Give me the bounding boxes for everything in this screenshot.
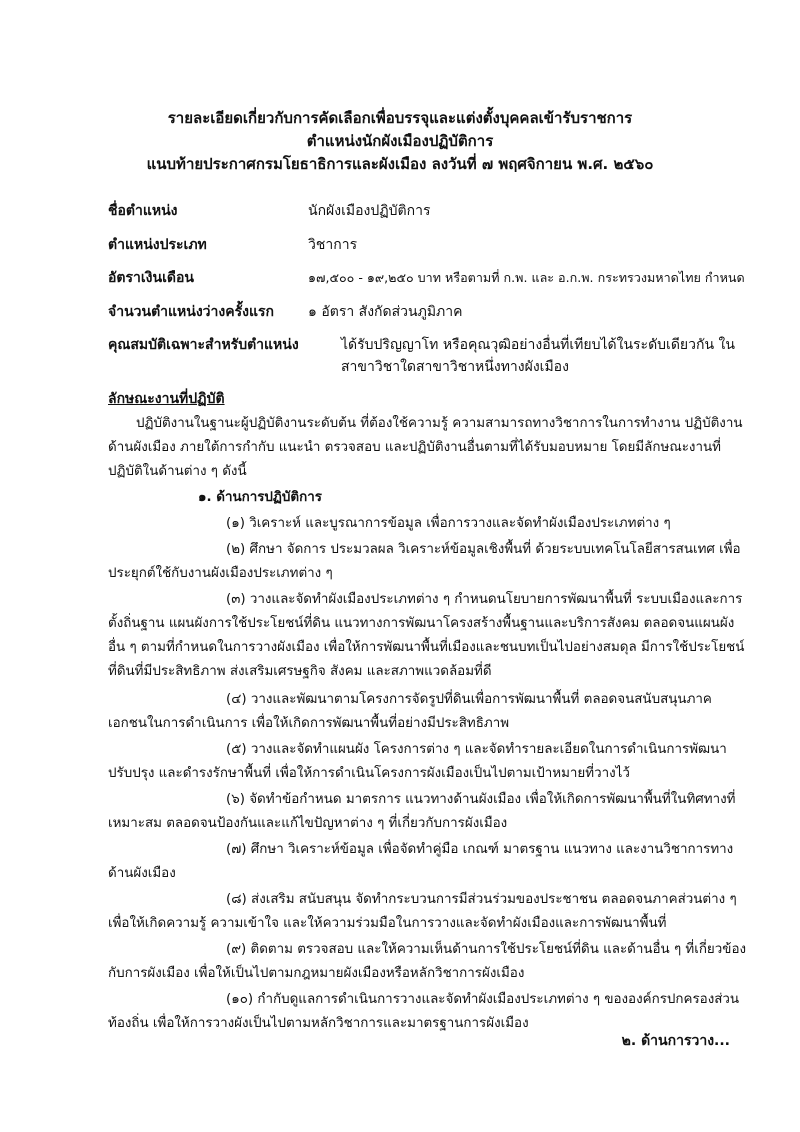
list-item: (๖) จัดทำข้อกำหนด มาตรการ แนวทางด้านผังเมือง เพื่อให้เกิดการพัฒนาพื้นที่ในทิศทางที่เหมาะสม ตลอดจนป้องกันและแก้ไขปัญหาต่าง ๆ ที่เกี่ยวกับการผังเมือง bbox=[108, 792, 736, 831]
subheading-operations: ๑. ด้านการปฏิบัติการ bbox=[198, 490, 322, 505]
section-title: ลักษณะงานที่ปฏิบัติ bbox=[108, 391, 225, 407]
list-item: (๘) ส่งเสริม สนับสนุน จัดทำกระบวนการมีส่วนร่วมของประชาชน ตลอดจนภาคส่วนต่าง ๆ เพื่อให้เกิดความรู้ ความเข้าใจ และให้ความร่วมมือในการวางและจัดทำผังเมืองและการพัฒนาพื้นที่ bbox=[108, 892, 737, 931]
salary-label: อัตราเงินเดือน bbox=[108, 270, 194, 286]
header-title: รายละเอียดเกี่ยวกับการคัดเลือกเพื่อบรรจุและแต่งตั้งบุคคลเข้ารับราชการ bbox=[167, 109, 633, 127]
vacancy-label: จำนวนตำแหน่งว่างครั้งแรก bbox=[108, 304, 274, 320]
list-item: (๓) วางและจัดทำผังเมืองประเภทต่าง ๆ กำหนดนโยบายการพัฒนาพื้นที่ ระบบเมืองและการตั้งถิ่นฐาน แผนผังการใช้ประโยชน์ที่ดิน แนวทางการพัฒนาโครงสร้างพื้นฐานและบริการสังคม ตลอดจนแผนผังอื่น ๆ ตามที่กำหนดในการวางผังเมือง เพื่อให้การพัฒนาพื้นที่เมืองและชนบทเป็นไปอย่างสมดุล มีการใช้ประโยชน์ที่ดินที่มีประสิทธิภาพ ส่งเสริมเศรษฐกิจ สังคม และสภาพแวดล้อมที่ดี bbox=[108, 592, 745, 679]
list-item: (๑๐) กำกับดูแลการดำเนินการวางและจัดทำผังเมืองประเภทต่าง ๆ ขององค์กรปกครองส่วนท้องถิ่น เพื่อให้การวางผังเป็นไปตามหลักวิชาการและมาตรฐานการผังเมือง bbox=[108, 992, 740, 1031]
intro-paragraph: ปฏิบัติงานในฐานะผู้ปฏิบัติงานระดับต้น ที่ต้องใช้ความรู้ ความสามารถทางวิชาการในการทำงาน ปฏิบัติงานด้านผังเมือง ภายใต้การกำกับ แนะนำ ตรวจสอบ และปฏิบัติงานอื่นตามที่ได้รับมอบหมาย โดยมีลักษณะงานที่ปฏิบัติในด้านต่าง ๆ ดังนี้ bbox=[108, 416, 743, 479]
vacancy-value: ๑ อัตรา สังกัดส่วนภูมิภาค bbox=[308, 304, 463, 320]
next-page-continuation: ๒. ด้านการวาง... bbox=[621, 1033, 730, 1049]
qualification-label: คุณสมบัติเฉพาะสำหรับตำแหน่ง bbox=[108, 337, 299, 353]
position-name-label: ชื่อตำแหน่ง bbox=[108, 203, 178, 219]
duties-body bbox=[108, 412, 748, 1032]
qualification-value: ได้รับปริญญาโท หรือคุณวุฒิอย่างอื่นที่เทียบได้ในระดับเดียวกัน ในสาขาวิชาใดสาขาวิชาหนึ่งทางผังเมือง bbox=[341, 337, 735, 375]
position-type-label: ตำแหน่งประเภท bbox=[108, 237, 207, 253]
list-item: (๕) วางและจัดทำแผนผัง โครงการต่าง ๆ และจัดทำรายละเอียดในการดำเนินการพัฒนา ปรับปรุง และดำรงรักษาพื้นที่ เพื่อให้การดำเนินโครงการผังเมืองเป็นไปตามเป้าหมายที่วางไว้ bbox=[108, 742, 727, 781]
position-type-value: วิชาการ bbox=[308, 237, 358, 253]
header-announcement: แนบท้ายประกาศกรมโยธาธิการและผังเมือง ลงวันที่ ๗ พฤศจิกายน พ.ศ. ๒๕๖๐ bbox=[146, 155, 654, 173]
header-position: ตำแหน่งนักผังเมืองปฏิบัติการ bbox=[306, 132, 494, 150]
list-item: (๑) วิเคราะห์ และบูรณาการข้อมูล เพื่อการวางและจัดทำผังเมืองประเภทต่าง ๆ bbox=[226, 516, 671, 531]
position-name-value: นักผังเมืองปฏิบัติการ bbox=[308, 203, 431, 219]
salary-value: ๑๗,๕๐๐ - ๑๙,๒๕๐ บาท หรือตามที่ ก.พ. และ อ.ก.พ. กระทรวงมหาดไทย กำหนด bbox=[308, 270, 745, 285]
list-item: (๙) ติดตาม ตรวจสอบ และให้ความเห็นด้านการใช้ประโยชน์ที่ดิน และด้านอื่น ๆ ที่เกี่ยวข้องกับการผังเมือง เพื่อให้เป็นไปตามกฎหมายผังเมืองหรือหลักวิชาการผังเมือง bbox=[108, 942, 747, 981]
list-item: (๔) วางและพัฒนาตามโครงการจัดรูปที่ดินเพื่อการพัฒนาพื้นที่ ตลอดจนสนับสนุนภาคเอกชนในการดำเนินการ เพื่อให้เกิดการพัฒนาพื้นที่อย่างมีประสิทธิภาพ bbox=[108, 692, 712, 731]
list-item: (๗) ศึกษา วิเคราะห์ข้อมูล เพื่อจัดทำคู่มือ เกณฑ์ มาตรฐาน แนวทาง และงานวิชาการทางด้านผังเมือง bbox=[108, 842, 734, 881]
list-item: (๒) ศึกษา จัดการ ประมวลผล วิเคราะห์ข้อมูลเชิงพื้นที่ ด้วยระบบเทคโนโลยีสารสนเทศ เพื่อประยุกต์ใช้กับงานผังเมืองประเภทต่าง ๆ bbox=[108, 542, 741, 581]
